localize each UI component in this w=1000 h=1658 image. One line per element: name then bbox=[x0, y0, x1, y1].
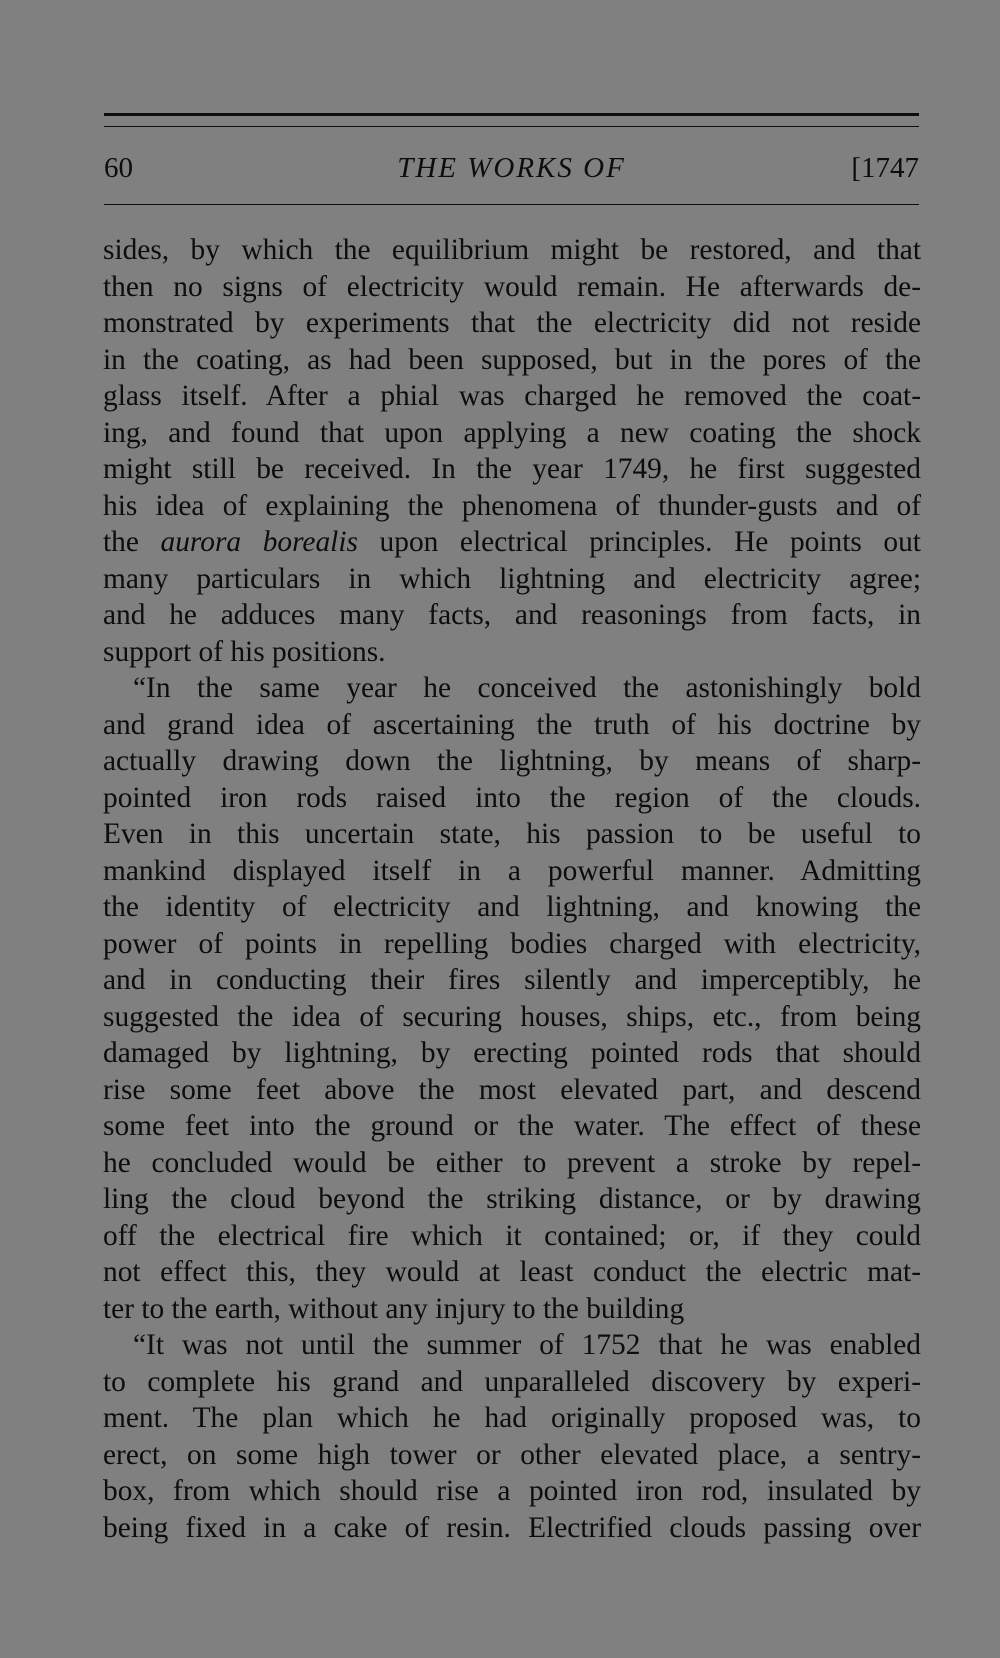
text-line-5: glass itself. After a phial was charged he removed the coat- bbox=[103, 380, 921, 412]
header-rule-second bbox=[104, 126, 919, 127]
text-line-15: actually drawing down the lightning, by means of sharp- bbox=[103, 745, 921, 777]
text-line-7: might still be received. In the year 1749, he first suggested bbox=[103, 453, 921, 485]
text-line-25: some feet into the ground or the water. The effect of these bbox=[103, 1110, 921, 1142]
text-line-21: and in conducting their fires silently and imperceptibly, he bbox=[103, 964, 921, 996]
text-line-1: sides, by which the equilibrium might be restored, and that bbox=[103, 234, 921, 266]
text-line-18: mankind displayed itself in a powerful manner. Admitting bbox=[103, 854, 921, 887]
text-line-19: the identity of electricity and lightning, and knowing the bbox=[103, 891, 921, 923]
text-line-32: to complete his grand and unparalleled discovery by experi- bbox=[103, 1365, 921, 1398]
text-line-28: off the electrical fire which it contained; or, if they could bbox=[103, 1219, 921, 1252]
running-head bbox=[104, 146, 919, 190]
text-line-16: pointed iron rods raised into the region of the clouds. bbox=[103, 781, 921, 814]
running-year: [1747 bbox=[851, 152, 919, 184]
text-line-13: “In the same year he conceived the astonishingly bold bbox=[133, 672, 921, 704]
page-number: 60 bbox=[104, 152, 133, 184]
header-rule-top bbox=[104, 113, 919, 116]
text-line-34: erect, on some high tower or other elevated place, a sentry- bbox=[103, 1438, 921, 1471]
text-line-35: box, from which should rise a pointed iron rod, insulated by bbox=[103, 1475, 921, 1507]
text-line-2: then no signs of electricity would remain. He afterwards de- bbox=[103, 270, 921, 303]
text-line-33: ment. The plan which he had originally proposed was, to bbox=[103, 1402, 921, 1434]
text-line-9-prefix: the bbox=[103, 526, 139, 558]
header-rule-bottom bbox=[104, 204, 919, 205]
text-line-9-suffix: upon electrical principles. He points out bbox=[379, 526, 921, 558]
text-line-20: power of points in repelling bodies charged with electricity, bbox=[103, 927, 921, 960]
text-line-6: ing, and found that upon applying a new coating the shock bbox=[103, 416, 921, 449]
text-line-14: and grand idea of ascertaining the truth of his doctrine by bbox=[103, 708, 921, 741]
text-line-24: rise some feet above the most elevated part, and descend bbox=[103, 1073, 921, 1106]
text-line-26: he concluded would be either to prevent a stroke by repel- bbox=[103, 1146, 921, 1179]
running-title: THE WORKS OF bbox=[397, 152, 626, 184]
body-text bbox=[103, 232, 921, 1546]
text-line-36: being fixed in a cake of resin. Electrified clouds passing over bbox=[103, 1511, 921, 1544]
text-line-12: support of his positions. bbox=[103, 635, 386, 668]
text-line-9 bbox=[103, 524, 921, 561]
text-line-27: ling the cloud beyond the striking distance, or by drawing bbox=[103, 1183, 921, 1215]
text-line-8: his idea of explaining the phenomena of thunder-gusts and of bbox=[103, 489, 921, 522]
text-line-4: in the coating, as had been supposed, but in the pores of the bbox=[103, 343, 921, 376]
text-line-11: and he adduces many facts, and reasonings from facts, in bbox=[103, 599, 921, 631]
aurora-borealis-italic: aurora borealis bbox=[160, 526, 358, 558]
text-line-23: damaged by lightning, by erecting pointed rods that should bbox=[103, 1037, 921, 1069]
text-line-10: many particulars in which lightning and electricity agree; bbox=[103, 562, 921, 595]
text-line-17: Even in this uncertain state, his passion to be useful to bbox=[103, 818, 921, 850]
text-line-22: suggested the idea of securing houses, ships, etc., from being bbox=[103, 1000, 921, 1033]
text-line-30: ter to the earth, without any injury to the building bbox=[103, 1292, 685, 1325]
text-line-3: monstrated by experiments that the electricity did not reside bbox=[103, 307, 921, 339]
text-line-29: not effect this, they would at least conduct the electric mat- bbox=[103, 1256, 921, 1288]
text-line-31: “It was not until the summer of 1752 that he was enabled bbox=[133, 1329, 921, 1361]
